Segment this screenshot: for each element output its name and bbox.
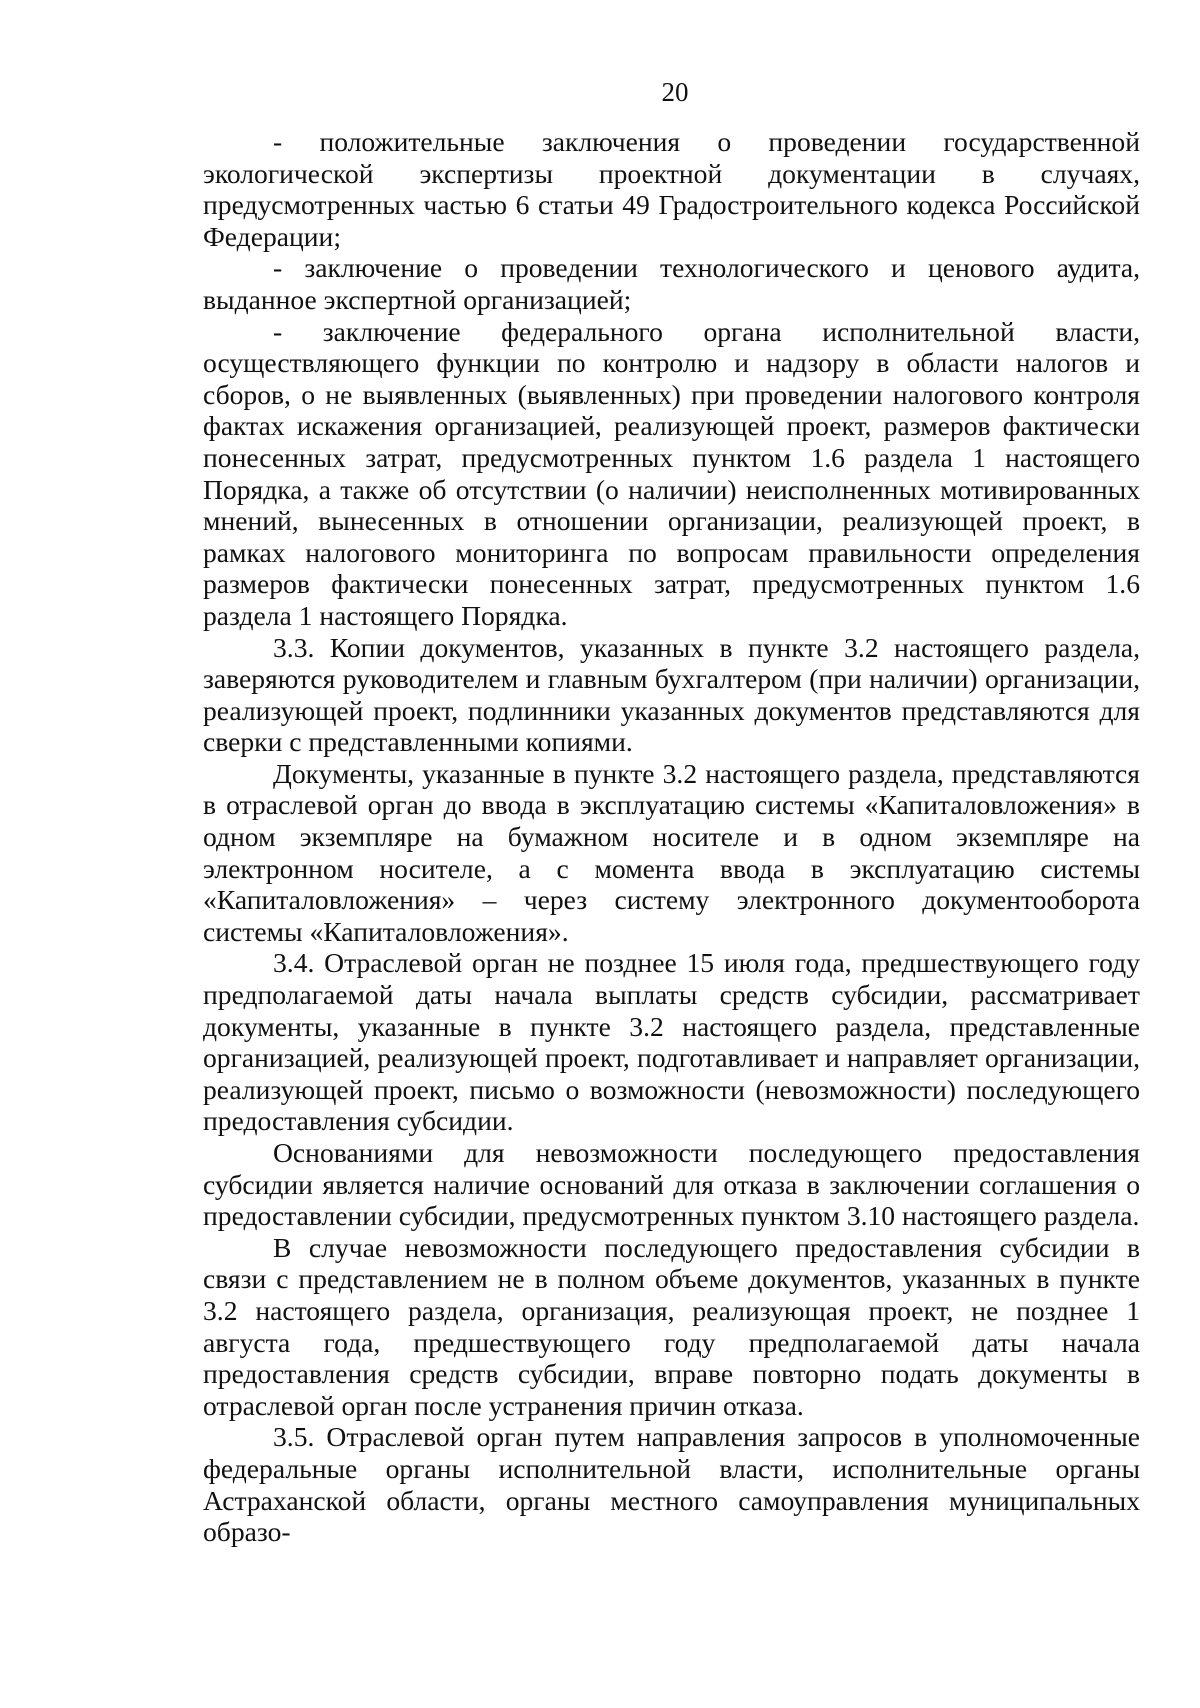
body-text	[203, 126, 1140, 1548]
paragraph-documents-submission: Документы, указанные в пункте 3.2 настоящего раздела, представляются в отраслевой орган до ввода в эксплуатацию системы «Капиталовложения» в одном экземпляре на бумажном носителе и в одном экземпляре на электронном носителе, а с момента ввода в эксплуатацию системы «Капиталовложения» – через систему электронного документооборота системы «Капиталовложения».	[203, 757, 1140, 947]
paragraph-technological-audit: - заключение о проведении технологического и ценового аудита, выданное экспертной организацией;	[203, 252, 1140, 315]
page-number: 20	[661, 77, 689, 107]
paragraph-3-3-copies: 3.3. Копии документов, указанных в пункте 3.2 настоящего раздела, заверяются руководителем и главным бухгалтером (при наличии) организации, реализующей проект, подлинники указанных документов представляются для сверки с представленными копиями.	[203, 631, 1140, 758]
paragraph-tax-authority-conclusion: - заключение федерального органа исполнительной власти, осуществляющего функции по контролю и надзору в области налогов и сборов, о не выявленных (выявленных) при проведении налогового контроля фактах искажения организацией, реализующей проект, размеров фактически понесенных затрат, предусмотренных пунктом 1.6 раздела 1 настоящего Порядка, а также об отсутствии (о наличии) неисполненных мотивированных мнений, вынесенных в отношении организации, реализующей проект, в рамках налогового мониторинга по вопросам правильности определения размеров фактически понесенных затрат, предусмотренных пунктом 1.6 раздела 1 настоящего Порядка.	[203, 315, 1140, 631]
paragraph-3-5-requests: 3.5. Отраслевой орган путем направления запросов в уполномоченные федеральные органы исполнительной власти, исполнительные органы Астраханской области, органы местного самоуправления муниципальных образо-	[203, 1421, 1140, 1548]
paragraph-3-4-review: 3.4. Отраслевой орган не позднее 15 июля года, предшествующего году предполагаемой даты начала выплаты средств субсидии, рассматривает документы, указанные в пункте 3.2 настоящего раздела, представленные организацией, реализующей проект, подготавливает и направляет организации, реализующей проект, письмо о возможности (невозможности) последующего предоставления субсидии.	[203, 947, 1140, 1137]
paragraph-ecological-expertise: - положительные заключения о проведении государственной экологической экспертизы проектной документации в случаях, предусмотренных частью 6 статьи 49 Градостроительного кодекса Российской Федерации;	[203, 126, 1140, 252]
paragraph-grounds-impossibility: Основаниями для невозможности последующего предоставления субсидии является наличие оснований для отказа в заключении соглашения о предоставлении субсидии, предусмотренных пунктом 3.10 настоящего раздела.	[203, 1137, 1140, 1232]
paragraph-resubmission: В случае невозможности последующего предоставления субсидии в связи с представлением не в полном объеме документов, указанных в пункте 3.2 настоящего раздела, организация, реализующая проект, не позднее 1 августа года, предшествующего году предполагаемой даты начала предоставления средств субсидии, вправе повторно подать документы в отраслевой орган после устранения причин отказа.	[203, 1231, 1140, 1421]
